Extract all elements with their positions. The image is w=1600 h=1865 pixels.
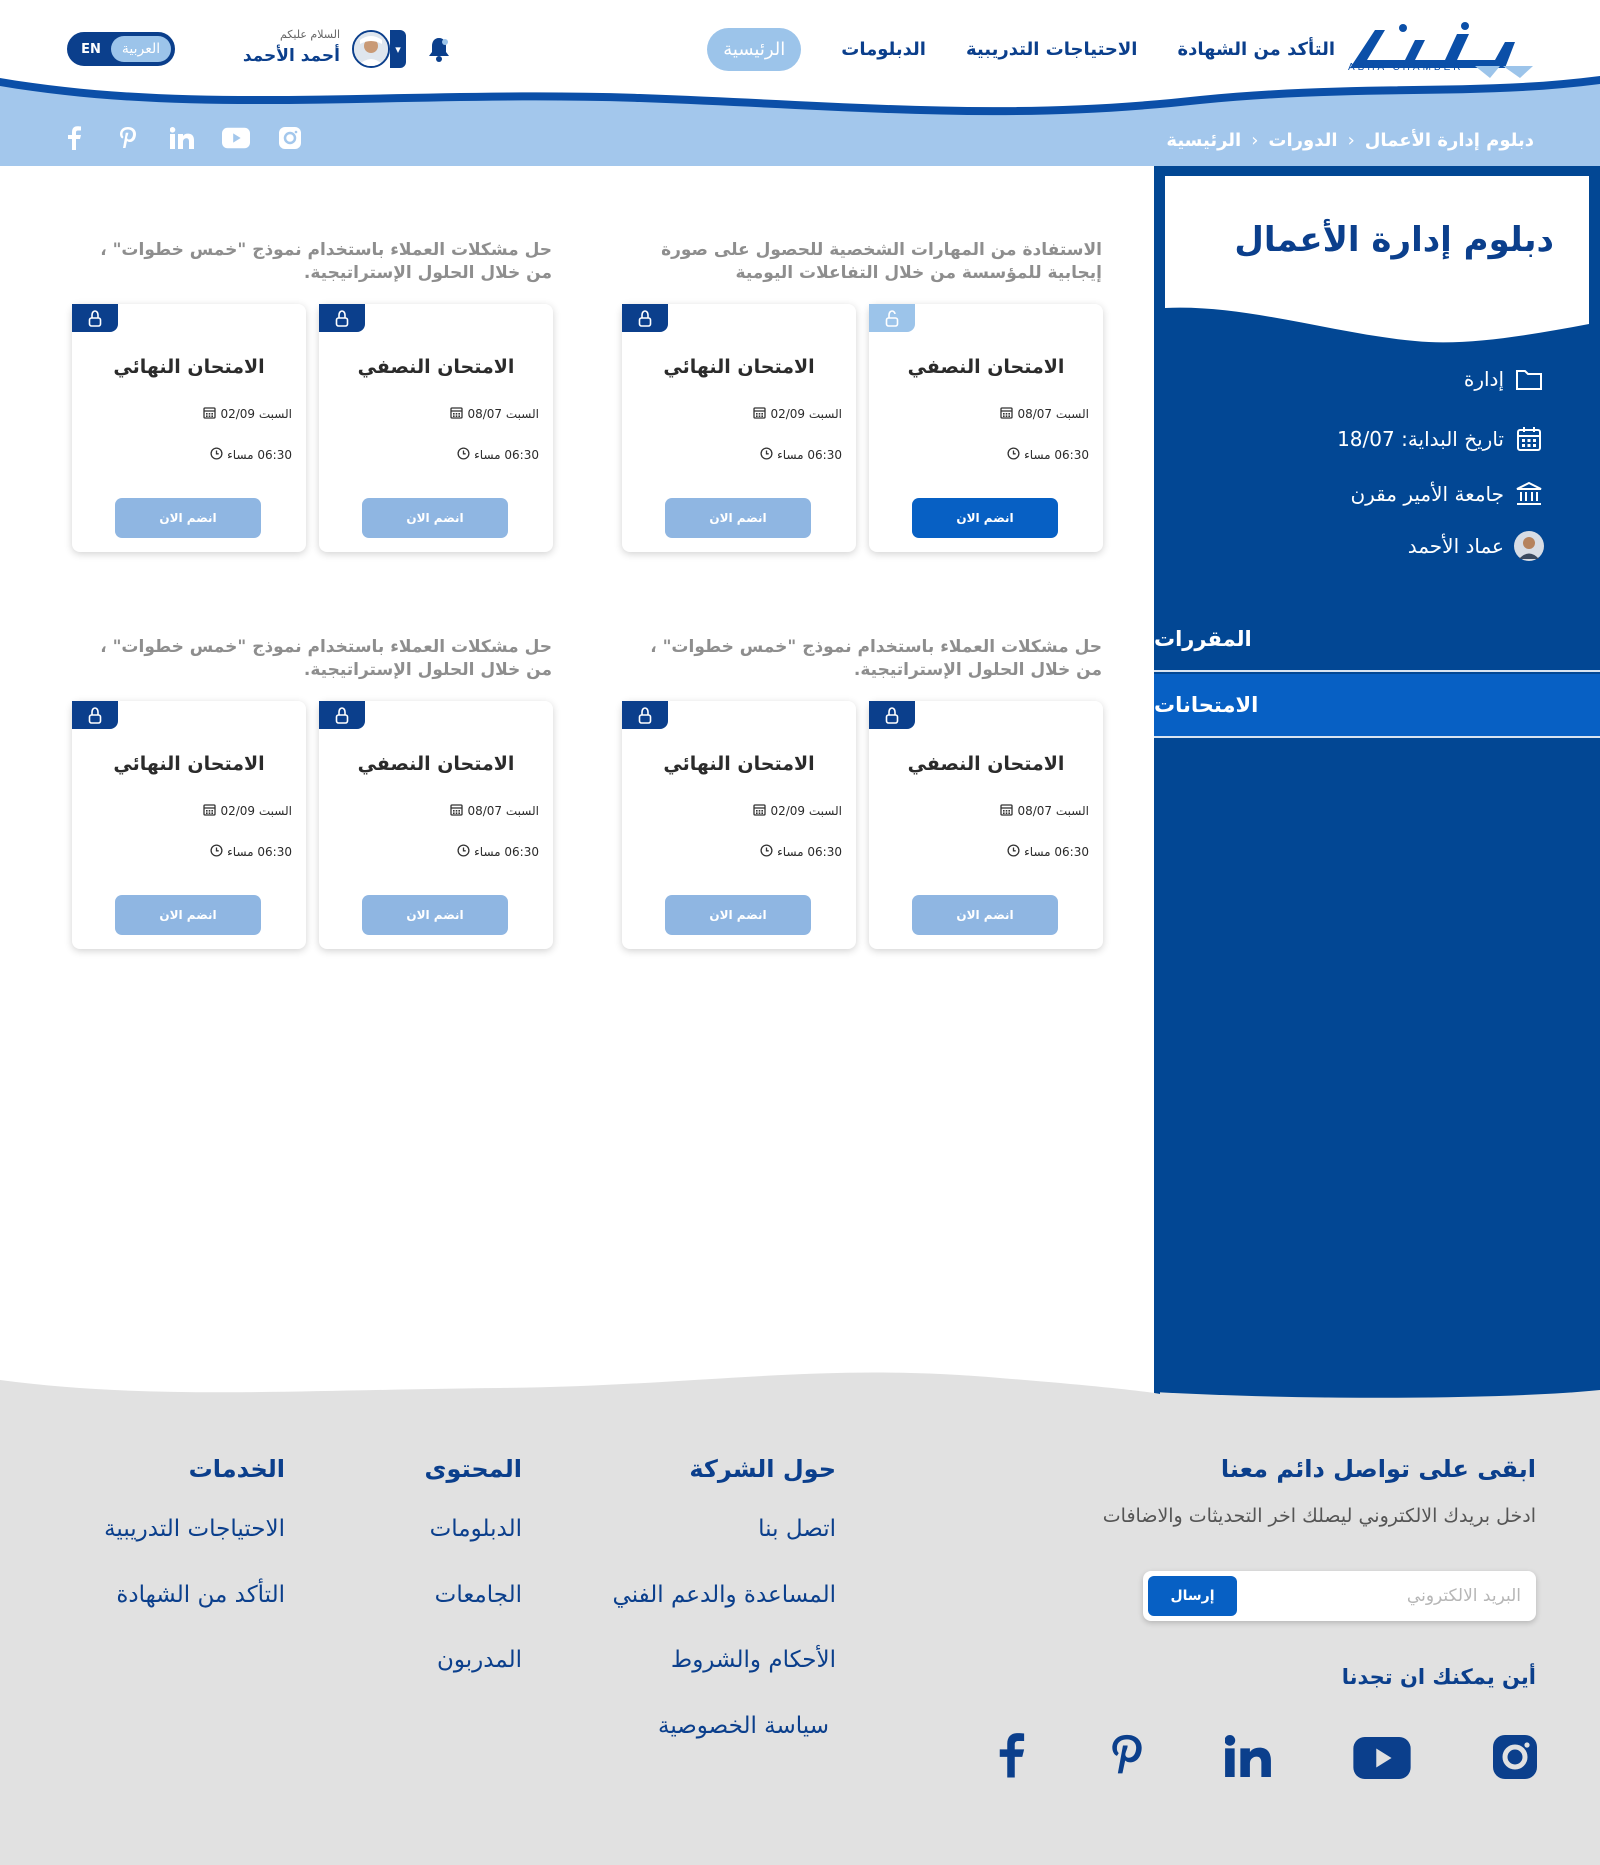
pinterest-icon[interactable]	[1108, 1733, 1146, 1781]
exam-date-label: السبت 08/07	[1017, 407, 1089, 421]
exam-title: الامتحان النصفي	[907, 356, 1065, 378]
tab-exams[interactable]: الامتحانات	[1154, 674, 1600, 738]
exam-date-label: السبت 02/09	[770, 804, 842, 818]
exam-card	[622, 304, 856, 552]
pinterest-icon[interactable]	[114, 124, 142, 152]
course-instructor-label: عماد الأحمد	[1407, 534, 1504, 558]
lock-icon	[622, 701, 668, 729]
course-university	[1350, 479, 1544, 509]
lock-icon	[72, 701, 118, 729]
header-social-links	[60, 124, 304, 152]
exam-card	[319, 701, 553, 949]
exam-time	[457, 844, 539, 860]
join-now-button[interactable]: انضم الان	[912, 895, 1058, 935]
language-toggle[interactable]	[67, 32, 175, 66]
footer-link-support[interactable]: المساعدة والدعم الفني	[612, 1582, 836, 1608]
clock-icon	[1007, 844, 1020, 860]
linkedin-icon[interactable]	[1225, 1735, 1271, 1781]
nav-diplomas[interactable]: الدبلومات	[841, 39, 926, 60]
exam-date	[1000, 406, 1089, 422]
exam-time	[760, 447, 842, 463]
newsletter-subtitle: ادخل بريدك الالكتروني ليصلك اخر التحديثات والاضافات	[1102, 1505, 1536, 1527]
facebook-icon[interactable]	[996, 1731, 1026, 1783]
footer-services-title: الخدمات	[188, 1455, 285, 1483]
instructor-avatar	[1514, 531, 1544, 561]
exam-time-label: 06:30 مساء	[777, 845, 842, 859]
exam-title: الامتحان النهائي	[663, 753, 815, 775]
footer-link-privacy[interactable]: سياسة الخصوصية	[657, 1713, 829, 1739]
exam-date	[753, 406, 842, 422]
exam-time-label: 06:30 مساء	[474, 845, 539, 859]
calendar-icon	[450, 803, 463, 819]
exam-time-label: 06:30 مساء	[227, 448, 292, 462]
breadcrumb	[1166, 130, 1534, 151]
youtube-icon[interactable]	[222, 124, 250, 152]
join-now-button[interactable]: انضم الان	[912, 498, 1058, 538]
clock-icon	[457, 844, 470, 860]
lock-icon	[622, 304, 668, 332]
exam-card	[622, 701, 856, 949]
email-input[interactable]	[1241, 1577, 1521, 1615]
calendar-icon	[753, 406, 766, 422]
facebook-icon[interactable]	[60, 124, 88, 152]
exam-title: الامتحان النصفي	[907, 753, 1065, 775]
user-avatar[interactable]	[352, 30, 390, 68]
exam-date-label: السبت 08/07	[1017, 804, 1089, 818]
calendar-icon	[203, 803, 216, 819]
course-sidebar	[1154, 166, 1600, 1400]
lock-icon	[72, 304, 118, 332]
user-greeting: السلام عليكم	[279, 28, 340, 41]
exam-card	[319, 304, 553, 552]
exam-time-label: 06:30 مساء	[777, 448, 842, 462]
exam-date	[753, 803, 842, 819]
clock-icon	[1007, 447, 1020, 463]
main-nav	[707, 28, 1335, 71]
exam-card	[72, 701, 306, 949]
exam-date-label: السبت 08/07	[467, 407, 539, 421]
instagram-icon[interactable]	[1493, 1735, 1537, 1783]
nav-training-needs[interactable]: الاحتياجات التدريبية	[965, 39, 1138, 60]
university-icon	[1514, 479, 1544, 509]
exam-title: الامتحان النصفي	[357, 753, 515, 775]
unlock-icon	[869, 304, 915, 332]
exam-group-title: حل مشكلات العملاء باستخدام نموذج "خمس خطوات" ، من خلال الحلول الإستراتيجية.	[650, 637, 1102, 680]
join-now-button[interactable]: انضم الان	[665, 498, 811, 538]
exam-title: الامتحان النهائي	[113, 356, 265, 378]
calendar-icon	[1000, 803, 1013, 819]
footer-link-terms[interactable]: الأحكام والشروط	[670, 1647, 836, 1673]
join-now-button[interactable]: انضم الان	[362, 895, 508, 935]
exam-time-label: 06:30 مساء	[1024, 845, 1089, 859]
exam-time-label: 06:30 مساء	[227, 845, 292, 859]
course-title: دبلوم إدارة الأعمال	[1234, 220, 1554, 260]
exam-time	[210, 447, 292, 463]
footer-link-diplomas[interactable]: الدبلومات	[429, 1516, 522, 1542]
calendar-icon	[203, 406, 216, 422]
lock-icon	[319, 701, 365, 729]
newsletter-title: ابقى على تواصل دائم معنا	[1220, 1455, 1536, 1483]
sidebar-title-card	[1165, 176, 1589, 361]
join-now-button[interactable]: انضم الان	[115, 498, 261, 538]
course-university-label: جامعة الأمير مقرن	[1350, 482, 1504, 506]
clock-icon	[457, 447, 470, 463]
user-name[interactable]: أحمد الأحمد	[242, 46, 340, 66]
send-button[interactable]: إرسال	[1148, 1576, 1237, 1616]
footer-content-title: المحتوى	[424, 1455, 522, 1483]
footer-link-verify-certificate[interactable]: التأكد من الشهادة	[116, 1582, 285, 1608]
clock-icon	[210, 447, 223, 463]
exam-date	[450, 803, 539, 819]
course-category-label: إدارة	[1463, 367, 1504, 391]
newsletter-form	[1143, 1571, 1536, 1621]
exam-time	[457, 447, 539, 463]
join-now-button[interactable]: انضم الان	[665, 895, 811, 935]
clock-icon	[760, 447, 773, 463]
exam-date	[1000, 803, 1089, 819]
user-menu-caret-icon[interactable]: ▾	[390, 30, 406, 68]
breadcrumb-home[interactable]: الرئيسية	[1166, 130, 1242, 151]
site-header	[0, 0, 1600, 166]
exam-date-label: السبت 02/09	[220, 407, 292, 421]
exam-card	[869, 701, 1103, 949]
exam-time	[1007, 844, 1089, 860]
find-us-title: أين يمكنك ان تجدنا	[1341, 1665, 1536, 1689]
exam-group-title: حل مشكلات العملاء باستخدام نموذج "خمس خطوات" ، من خلال الحلول الإستراتيجية.	[100, 637, 552, 680]
footer-link-universities[interactable]: الجامعات	[434, 1582, 522, 1608]
nav-home[interactable]: الرئيسية	[707, 28, 801, 71]
breadcrumb-courses[interactable]: الدورات	[1268, 130, 1338, 151]
exam-date-label: السبت 08/07	[467, 804, 539, 818]
lock-icon	[319, 304, 365, 332]
exam-date	[203, 406, 292, 422]
exam-time	[1007, 447, 1089, 463]
lang-ar-option[interactable]: العربية	[111, 36, 171, 62]
exam-time-label: 06:30 مساء	[1024, 448, 1089, 462]
lock-icon	[869, 701, 915, 729]
folder-icon	[1514, 364, 1544, 394]
calendar-icon	[1514, 424, 1544, 454]
footer-about-title: حول الشركة	[689, 1455, 836, 1483]
exam-group-title: حل مشكلات العملاء باستخدام نموذج "خمس خطوات" ، من خلال الحلول الإستراتيجية.	[100, 240, 552, 283]
notification-bell-icon[interactable]	[428, 36, 450, 62]
tab-courses[interactable]: المقررات	[1154, 608, 1600, 672]
join-now-button[interactable]: انضم الان	[115, 895, 261, 935]
breadcrumb-chevron-icon: ‹	[1347, 130, 1355, 151]
exam-time	[760, 844, 842, 860]
calendar-icon	[1000, 406, 1013, 422]
logo-subtitle: ABHA CHAMBER	[1348, 62, 1464, 73]
course-start-date	[1337, 424, 1544, 454]
calendar-icon	[450, 406, 463, 422]
exam-date-label: السبت 02/09	[770, 407, 842, 421]
lang-en-option[interactable]: EN	[81, 41, 101, 57]
course-instructor	[1408, 531, 1544, 561]
exam-time-label: 06:30 مساء	[474, 448, 539, 462]
linkedin-icon[interactable]	[168, 124, 196, 152]
exam-card	[869, 304, 1103, 552]
exam-time	[210, 844, 292, 860]
exam-date	[203, 803, 292, 819]
clock-icon	[760, 844, 773, 860]
course-category	[1464, 364, 1544, 394]
exam-group-title: الاستفادة من المهارات الشخصية للحصول على صورة إيجابية للمؤسسة من خلال التفاعلات اليومية	[661, 240, 1102, 283]
course-start-date-label: تاريخ البداية: 18/07	[1337, 427, 1504, 451]
youtube-icon[interactable]	[1353, 1737, 1411, 1783]
exam-title: الامتحان النصفي	[357, 356, 515, 378]
exam-date-label: السبت 02/09	[220, 804, 292, 818]
breadcrumb-current: دبلوم إدارة الأعمال	[1364, 130, 1534, 151]
calendar-icon	[753, 803, 766, 819]
join-now-button[interactable]: انضم الان	[362, 498, 508, 538]
instagram-icon[interactable]	[276, 124, 304, 152]
exam-date	[450, 406, 539, 422]
exam-title: الامتحان النهائي	[113, 753, 265, 775]
footer-link-trainers[interactable]: المدربون	[436, 1647, 522, 1673]
exam-title: الامتحان النهائي	[663, 356, 815, 378]
nav-verify-certificate[interactable]: التأكد من الشهادة	[1177, 39, 1335, 60]
exam-card	[72, 304, 306, 552]
footer-link-training-needs[interactable]: الاحتياجات التدريبية	[104, 1516, 285, 1542]
footer-link-contact[interactable]: اتصل بنا	[758, 1516, 836, 1542]
breadcrumb-chevron-icon: ‹	[1251, 130, 1259, 151]
clock-icon	[210, 844, 223, 860]
